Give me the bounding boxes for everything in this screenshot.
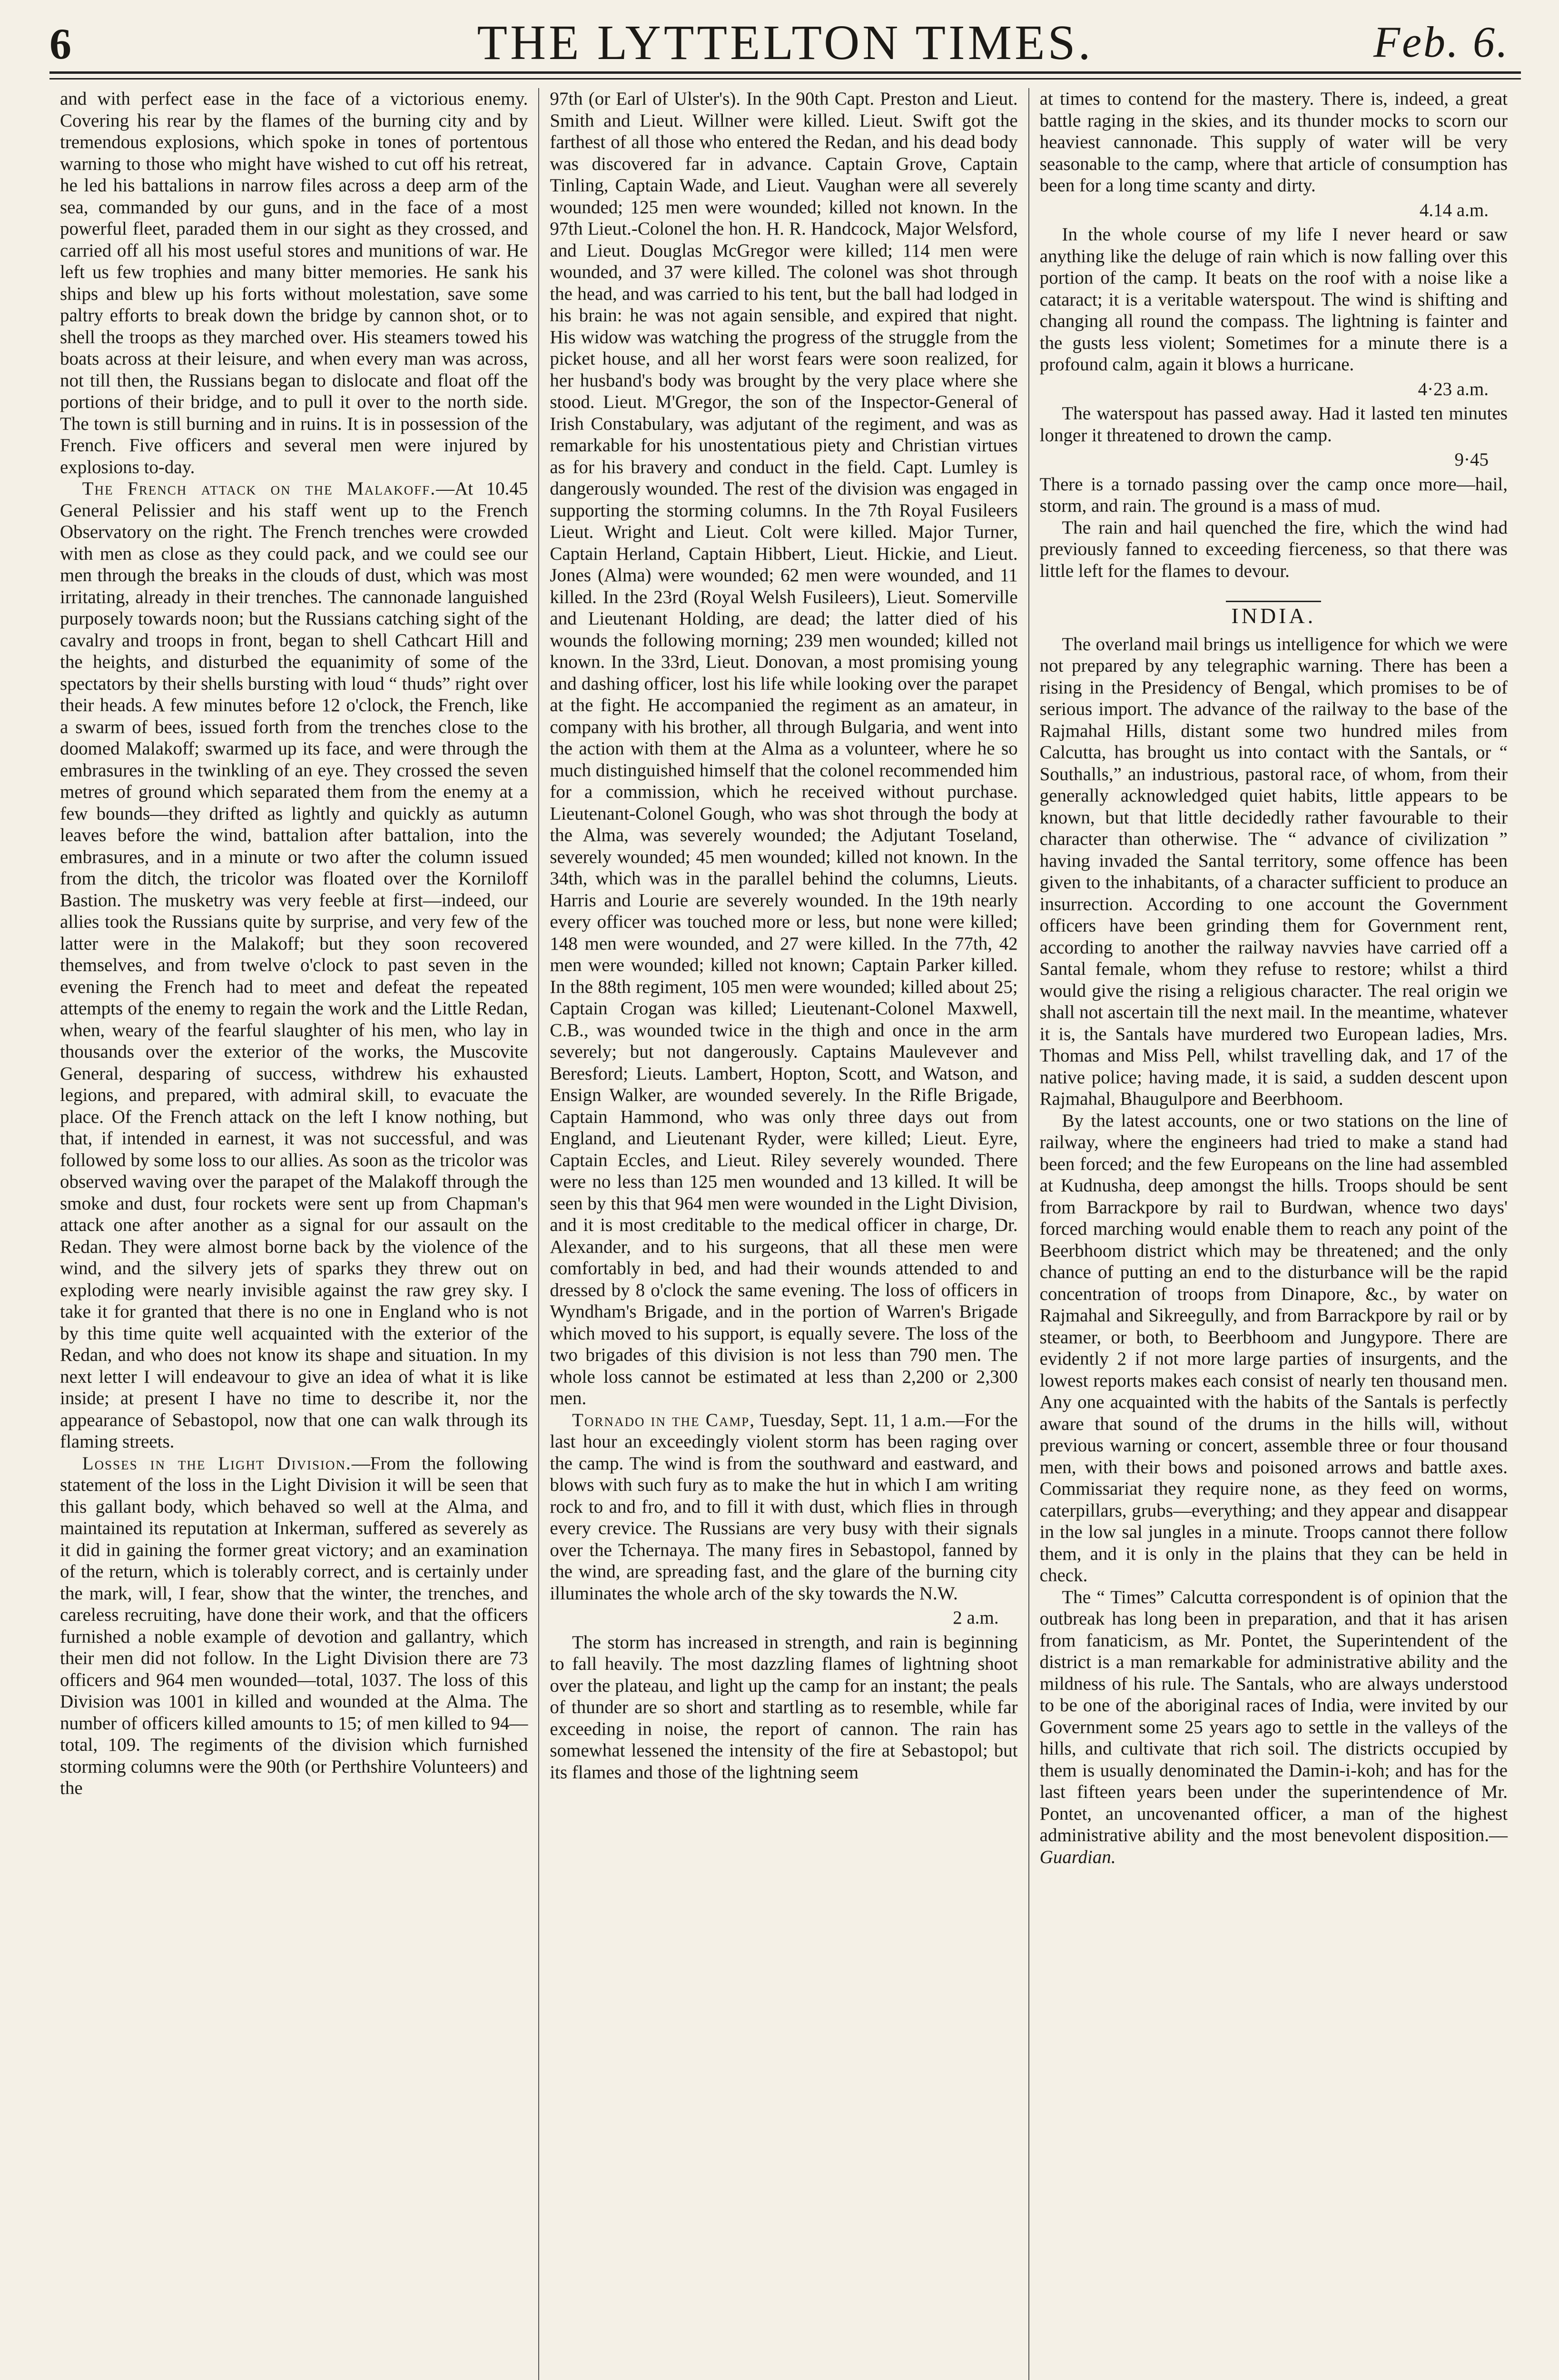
- run-in-heading: Tornado in the Camp,: [572, 1409, 755, 1430]
- column-1: [49, 88, 538, 2380]
- column-3: [1028, 88, 1518, 2380]
- time-stamp: 4.14 a.m.: [1419, 199, 1489, 220]
- section-heading-india: INDIA.: [1231, 604, 1316, 628]
- paragraph: The overland mail brings us intelligence for which we were not prepared by any telegraphic warning. There has been a rising in the Presidency of Bengal, which promises to be of serious import. The advance of the railway to the base of the Rajmahal Hills, distant some two hundred miles from Calcutta, has brought us into contact with the Santals, or “ Southalls,” an industrious, pastoral race, of whom, from their generally acknowledged quiet habits, little appears to be known, but that little decidedly rather favourable to their character than otherwise. The “ advance of civilization ” having invaded the Santal territory, some offence has been given to the inhabitants, of a character sufficient to produce an insurrection. According to one account the Government officers have been grinding them for Government rent, according to another the railway navvies have carried off a Santal female, whom they refuse to restore; whilst a third would give the rising a religious character. The real origin we shall not ascertain till the next mail. In the meantime, whatever it is, the Santals have murdered two European ladies, Mrs. Thomas and Miss Pell, whilst travelling dak, and 17 of the native police; having made, it is said, a sudden descent upon Rajmahal, Bhaugulpore and Beerbhoom.: [1039, 634, 1508, 1109]
- paragraph-text: Tuesday, Sept. 11, 1 a.m.—For the last hour an exceedingly violent storm has been raging over the camp. The wind is from the southward and eastward, and blows with such fury as to make the hut in which I am writing rock to and fro, and to fill it with dust, which flies in through every crevice. The Russians are very busy with their signals over the Tchernaya. The many fires in Sebastopol, fanned by the wind, are spreading fast, and the glare of the burning city illuminates the whole arch of the sky towards the N.W.: [550, 1409, 1018, 1604]
- paragraph: [60, 478, 528, 1453]
- paragraph: [60, 1453, 528, 1799]
- run-in-heading: Losses in the Light Division.: [82, 1453, 352, 1474]
- paragraph: at times to contend for the mastery. There is, indeed, a great battle raging in the skies, and its thunder mocks to scorn our heaviest cannonade. This supply of water will be very seasonable to the camp, where that article of consumption has been for a long time scanty and dirty.: [1039, 89, 1508, 196]
- source-attribution: Guardian.: [1039, 1846, 1116, 1867]
- paragraph: and with perfect ease in the face of a victorious enemy. Covering his rear by the flames of the burning city and by tremendous explosions, which spoke in tones of portentous warning to those who might have wished to cut off his retreat, he led his battalions in narrow files across a deep arm of the sea, commanded by our guns, and in the face of a most powerful fleet, paraded them in our sight as they crossed, and carried off all his most useful stores and munitions of war. He left us few trophies and many bitter memories. He sank his ships and blew up his forts without molestation, save some paltry efforts to break down the bridge by cannon shot, or to shell the troops as they marched over. His steamers towed his boats across at their leisure, and when every man was across, not till then, the Russians began to dislocate and float off the portions of their bridge, and to pull it over to the north side. The town is still burning and in ruins. It is in possession of the French. Five officers and several men were injured by explosions to-day.: [60, 89, 528, 477]
- page-number: 6: [49, 20, 71, 68]
- paragraph-text: —At 10.45 General Pelissier and his staff went up to the French Observatory on the right. The French trenches were crowded with men as close as they could pack, and we could see our men through the breaks in the clouds of dust, which was most irritating, already in their trenches. The cannonade languished purposely towards noon; but the Russians catching sight of the cavalry and troops in front, began to shell Cathcart Hill and the heights, and disturbed the equanimity of some of the spectators by their shells bursting with loud “ thuds” right over their heads. A few minutes before 12 o'clock, the French, like a swarm of bees, issued forth from the trenches close to the doomed Malakoff; swarmed up its face, and were through the embrasures in the twinkling of an eye. They crossed the seven metres of ground which separated them from the enemy at a few bounds—they drifted as lightly and quickly as autumn leaves before the wind, battalion after battalion, into the embrasures, and in a minute or two after the column issued from the ditch, the tricolor was floated over the Korniloff Bastion. The musketry was very feeble at first—indeed, our allies took the Russians quite by surprise, and very few of the latter were in the Malakoff; but they soon recovered themselves, and from twelve o'clock to past seven in the evening the French had to meet and defeat the repeated attempts of the enemy to regain the work and the Little Redan, when, weary of the fearful slaughter of his men, who lay in thousands over the exterior of the works, the Muscovite General, desparing of success, withdrew his exhausted legions, and prepared, with admiral skill, to evacuate the place. Of the French attack on the left I know nothing, but that, if intended in earnest, it was not successful, and was followed by some loss to our allies. As soon as the tricolor was observed waving over the parapet of the Malakoff through the smoke and dust, four rockets were sent up from Chapman's attack one after another as a signal for our assault on the Redan. They were almost borne back by the violence of the wind, and the silvery jets of sparks they threw out on exploding were nearly invisible against the raw grey sky. I take it for granted that there is no one in England who is not by this time quite well acquainted with the exterior of the Redan, and who does not know its shape and situation. In my next letter I will endeavour to give an idea of what it is like inside; at present I have no time to describe it, nor the appearance of Sebastopol, now that one can walk through its flaming streets.: [60, 478, 528, 1452]
- paragraph: By the latest accounts, one or two stations on the line of railway, where the engineers had tried to make a stand had been forced; and the few Europeans on the line had assembled at Kudnusha, deep amongst the hills. Troops should be sent from Barrackpore by rail to Burdwan, whence two days' forced marching would enable them to reach any point of the Beerbhoom district which may be threatened; and the only chance of putting an end to the disturbance will be the rapid concentration of troops from Dinapore, &c., by water on Rajmahal and Sikreegully, and from Barrackpore by rail or by steamer, or both, to Beerbhoom and Jungypore. There are evidently 2 if not more large parties of insurgents, and the lowest reports makes each consist of nearly ten thousand men. Any one acquainted with the habits of the Santals is perfectly aware that sound of the drums in the hills will, without previous warning or concert, assemble three or four thousand men, with their bows and poisoned arrows and battle axes. Commissariat they require none, as they feed on worms, caterpillars, grubs—everything; and they appear and disappear in the low sal jungles in a minute. Troops cannot there follow them, and it is only in the plains that they can be held in check.: [1039, 1110, 1508, 1586]
- paragraph: [550, 1409, 1017, 1605]
- header-rule-thin: [49, 78, 1521, 79]
- paragraph: The rain and hail quenched the fire, which the wind had previously fanned to exceeding fierceness, so that there was little left for the flames to devour.: [1039, 517, 1508, 581]
- issue-date: Feb. 6.: [1373, 18, 1510, 66]
- header-rule: [49, 71, 1521, 74]
- paragraph: In the whole course of my life I never heard or saw anything like the deluge of rain which is now falling over this portion of the camp. It beats on the roof with a noise like a cataract; it is a veritable waterspout. The wind is shifting and changing all round the compass. The lightning is fainter and the gusts less violent; Sometimes for a minute there is a profound calm, again it blows a hurricane.: [1039, 224, 1508, 375]
- paragraph-text: —From the following statement of the loss in the Light Division it will be seen that this gallant body, which behaved so well at the Alma, and maintained its reputation at Inkerman, suffered as severely as it did in gaining the former great victory; and an examination of the return, which is tolerably correct, and is certainly under the mark, will, I fear, show that the winter, the trenches, and careless recruiting, have done their work, and that the officers furnished a noble example of devotion and gallantry, which their men did not follow. In the Light Division there are 73 officers and 964 men wounded—total, 1037. The loss of this Division was 1001 in killed and wounded at the Alma. The number of officers killed amounts to 15; of men killed to 94—total, 109. The regiments of the division which furnished storming columns were the 90th (or Perthshire Volunteers) and the: [60, 1453, 528, 1798]
- column-2: [538, 88, 1028, 2380]
- time-stamp: 2 a.m.: [953, 1607, 999, 1628]
- masthead: [49, 9, 1521, 87]
- paragraph: [1040, 1587, 1508, 1868]
- newspaper-title: THE LYTTELTON TIMES.: [477, 15, 1094, 70]
- paragraph: The waterspout has passed away. Had it lasted ten minutes longer it threatened to drown the camp.: [1039, 403, 1508, 446]
- run-in-heading: The French attack on the Malakoff.: [82, 478, 436, 499]
- paragraph: 97th (or Earl of Ulster's). In the 90th Capt. Preston and Lieut. Smith and Lieut. Willner were killed. Lieut. Swift got the farthest of all those who entered the Redan, and his dead body was discovered far in advance. Captain Grove, Captain Tinling, Captain Wade, and Lieut. Vaughan were all severely wounded; 125 men were wounded; killed not known. In the 97th Lieut.-Colonel the hon. H. R. Handcock, Major Welsford, and Lieut. Douglas McGregor were killed; 114 men were wounded, and 37 were killed. The colonel was shot through the head, and was carried to his tent, but the ball had lodged in his brain: he was not again sensible, and expired that night. His widow was watching the progress of the struggle from the picket house, and all her worst fears were soon realized, for her husband's body was brought by the very place where she stood. Lieut. M'Gregor, the son of the Inspector-General of Irish Constabulary, was adjutant of the regiment, and was as remarkable for his unostentatious piety and Christian virtues as for his bravery and conduct in the field. Capt. Lumley is dangerously wounded. The rest of the division was engaged in supporting the storming columns. In the 7th Royal Fusileers Lieut. Wright and Lieut. Colt were killed. Major Turner, Captain Herland, Captain Hibbert, Lieut. Hickie, and Lieut. Jones (Alma) were wounded; 62 men were wounded, and 11 killed. In the 23rd (Royal Welsh Fusileers), Lieut. Somerville and Lieutenant Holding, are dead; the latter died of his wounds the following morning; 239 men wounded; killed not known. In the 33rd, Lieut. Donovan, a most promising young and dashing officer, lost his life while looking over the parapet at the fight. He accompanied the regiment as an amateur, in company with his brother, all through Bulgaria, and went into the action with them at the Alma as a volunteer, where he so much distinguished himself that the colonel recommended him for a commission, which he received without purchase. Lieutenant-Colonel Gough, who was shot through the body at the Alma, was severely wounded; the Adjutant Toseland, severely wounded; 45 men wounded; killed not known. In the 34th, which was in the parallel behind the columns, Lieuts. Harris and Lourie are severely wounded. In the 19th nearly every officer was touched more or less, but none were killed; 148 men were wounded, and 27 were killed. In the 77th, 42 men were wounded; killed not known; Captain Parker killed. In the 88th regiment, 105 men were wounded; killed about 25; Captain Crogan was killed; Lieutenant-Colonel Maxwell, C.B., was wounded twice in the thigh and once in the arm severely; but not dangerously. Captains Maulevever and Beresford; Lieuts. Lambert, Hopton, Scott, and Watson, and Ensign Walker, are wounded severely. In the Rifle Brigade, Captain Hammond, who was only three days out from England, and Lieutenant Ryder, were killed; Lieut. Eyre, Captain Eccles, and Lieut. Riley severely wounded. There were no less than 125 men wounded and 13 killed. It will be seen by this that 964 men were wounded in the Light Division, and it is most creditable to the medical officer in charge, Dr. Alexander, and to his surgeons, that all these men were comfortably in bed, and had their wounds attended to and dressed by 8 o'clock the same evening. The loss of officers in Wyndham's Brigade, and in the portion of Warren's Brigade which moved to his support, is equally severe. The loss of the two brigades of this division is not less than 790 men. The whole loss cannot be estimated at less than 2,200 or 2,300 men.: [550, 89, 1018, 1408]
- section-divider: [1226, 601, 1321, 602]
- paragraph: The storm has increased in strength, and rain is beginning to fall heavily. The most dazzling flames of lightning shoot over the plateau, and light up the camp for an instant; the peals of thunder are so short and startling as to resemble, while far exceeding in noise, the report of cannon. The rain has somewhat lessened the intensity of the fire at Sebastopol; but its flames and those of the lightning seem: [550, 1632, 1018, 1783]
- time-stamp: 9·45: [1454, 449, 1489, 470]
- paragraph-text: The “ Times” Calcutta correspondent is of opinion that the outbreak has long been in preparation, and that it has arisen from fanaticism, as Mr. Pontet, the Superintendent of the district is a man remarkable for administrative ability and the mildness of his rule. The Santals, who are always understood to be one of the aboriginal races of India, were invited by our Government some 25 years ago to settle in the valleys of the hills, and cultivate that rich soil. The districts occupied by them is usually denominated the Damin-i-koh; and has for the last fifteen years been under the superintendence of Mr. Pontet, an uncovenanted officer, a man of the highest administrative ability and the most benevolent disposition.—: [1039, 1587, 1508, 1845]
- paragraph: There is a tornado passing over the camp once more—hail, storm, and rain. The ground is a mass of mud.: [1039, 474, 1508, 516]
- article-columns: [49, 88, 1518, 2380]
- time-stamp: 4·23 a.m.: [1418, 378, 1489, 399]
